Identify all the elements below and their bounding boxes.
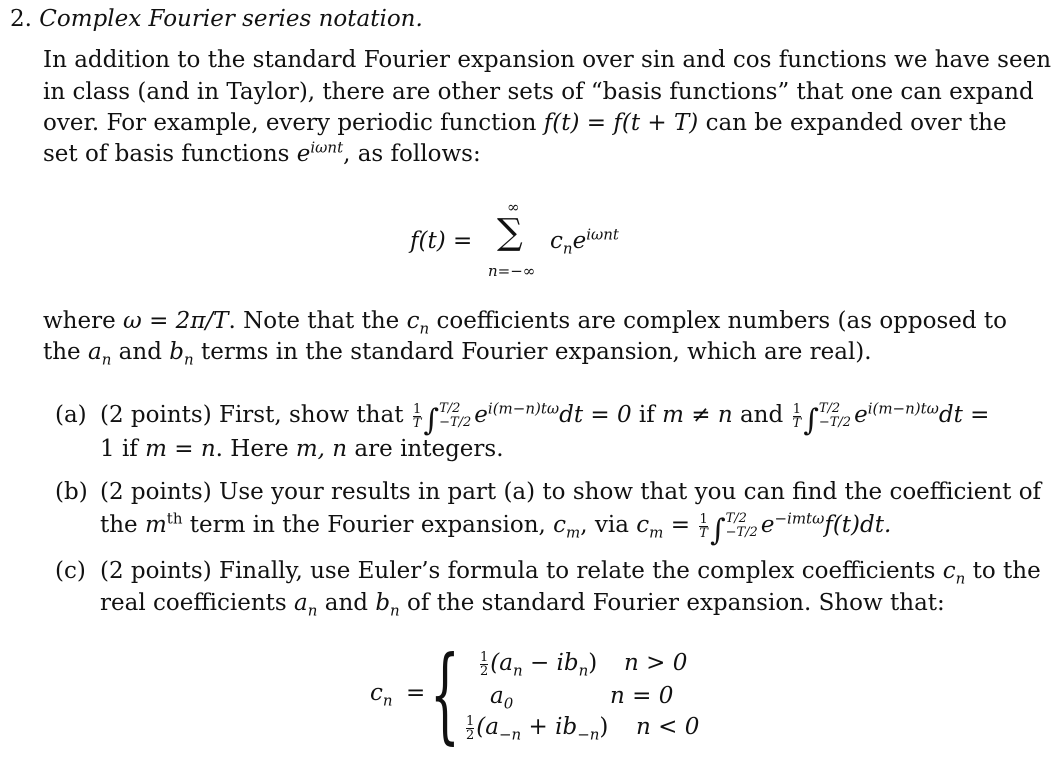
- part-b-line-2: the $m^{th}$ term in the Fourier expansion, $c_m$, via $c_m$ = $\frac{1}{T}$ ∫ T/2 −T/2 $e^{-imt\omega}f(t)dt$.: [100, 509, 892, 548]
- eq1-term: $c_ne^{i\omega nt}$: [550, 225, 619, 258]
- problem-title: Complex Fourier series notation.: [39, 6, 423, 32]
- after-eq-line-2: the $a_n$ and $b_n$ terms in the standard Fourier expansion, which are real).: [43, 339, 872, 369]
- part-c-line-1: (2 points) Finally, use Euler’s formula to relate the complex coefficients $c_n$ to the: [100, 558, 1041, 588]
- part-c-line-2: real coefficients $a_n$ and $b_n$ of the standard Fourier expansion. Show that:: [100, 590, 945, 620]
- part-a-label: (a): [55, 402, 87, 428]
- eq2-row-2-condition: n = 0: [610, 683, 674, 709]
- eq2-row-2: $a_0$: [490, 683, 514, 713]
- intro-line-1: In addition to the standard Fourier expansion over sin and cos functions we have seen: [43, 47, 1051, 73]
- part-b-line-1: (2 points) Use your results in part (a) to show that you can find the coefficient of: [100, 479, 1042, 505]
- part-c-label: (c): [55, 558, 86, 584]
- summation-sign: ∑: [497, 212, 523, 253]
- eq2-lhs: $c_n$: [370, 680, 393, 710]
- eq2-row-3-condition: n < 0: [636, 714, 700, 740]
- problem-number: 2.: [10, 6, 32, 32]
- fourier-series-equation: [410, 196, 650, 282]
- part-b-label: (b): [55, 479, 88, 505]
- piecewise-cn-equation: [370, 633, 710, 755]
- part-a-line-2: 1 if m = n. Here m, n are integers.: [100, 436, 504, 462]
- eq2-row-3: $\frac{1}{2}$ $(a_{-n} + ib_{-n})$: [466, 713, 609, 744]
- eq2-equals: =: [406, 680, 426, 706]
- left-brace: {: [430, 633, 460, 755]
- after-eq-line-1: where ω = 2π/T. Note that the $c_n$ coefficients are complex numbers (as opposed to: [43, 308, 1008, 338]
- eq1-lhs: f(t) =: [410, 228, 473, 254]
- eq2-row-1-condition: n > 0: [624, 650, 688, 676]
- intro-line-2: in class (and in Taylor), there are other sets of “basis functions” that one can expand: [43, 79, 1034, 105]
- problem-header: [10, 4, 423, 35]
- eq2-row-1: $\frac{1}{2}$ $(a_n - ib_n)$: [480, 649, 598, 680]
- intro-line-4: set of basis functions $e^{i\omega nt}$, as follows:: [43, 138, 481, 167]
- part-a-line-1: (2 points) First, show that $\frac{1}{T}$ ∫ T/2 −T/2 $e^{i(m-n)t\omega}dt = 0$ if m ≠ n and $\frac{1}{T}$ ∫ T/2 −T/2 $e^{i(m-n)t\omega}dt$ =: [100, 399, 990, 438]
- eq1-upper-limit: ∞: [507, 198, 520, 216]
- intro-line-3: over. For example, every periodic function f(t) = f(t + T) can be expanded over the: [43, 110, 1007, 136]
- eq1-lower-limit: n=−∞: [488, 262, 536, 280]
